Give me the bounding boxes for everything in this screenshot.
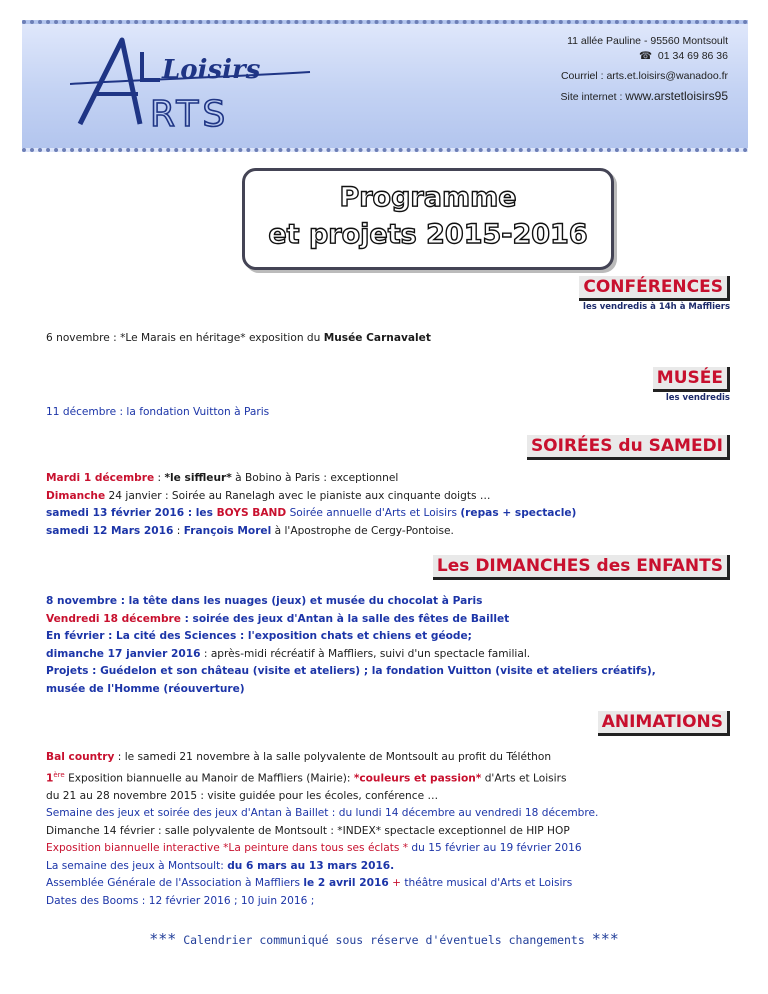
contact-block (561, 34, 729, 105)
address: 11 allée Pauline - 95560 Montsoult (567, 35, 728, 47)
conferences-subheading: les vendredis à 14h à Maffliers (583, 302, 730, 312)
footer-note: *** Calendrier communiqué sous réserve d'éventuels changements *** (149, 930, 619, 948)
svg-text:Loisirs: Loisirs (162, 55, 261, 85)
animations-heading: ANIMATIONS (598, 711, 730, 736)
website-line[interactable]: Site internet : www.arstetloisirs95 (560, 89, 728, 103)
musee-item: 11 décembre : la fondation Vuitton à Paris (46, 406, 270, 418)
animation-item-1: Bal country : le samedi 21 novembre à la salle polyvalente de Montsoult au profit du Téléthon (46, 751, 552, 763)
enfants-list (46, 593, 656, 698)
conferences-heading: CONFÉRENCES (579, 276, 730, 301)
enfants-item-6: musée de l'Homme (réouverture) (46, 682, 245, 695)
animation-item-4: Semaine des jeux et soirée des jeux d'Antan à Baillet : du lundi 14 décembre au vendredi 18 décembre. (46, 807, 599, 820)
soirees-heading: SOIRÉES du SAMEDI (527, 435, 730, 460)
animation-item-2: 1ère Exposition biannuelle au Manoir de Maffliers (Mairie): *couleurs et passion* d'Arts et Loisirs (46, 770, 567, 785)
enfants-item-4: dimanche 17 janvier 2016 : après-midi récréatif à Maffliers, suivi d'un spectacle familial. (46, 647, 531, 660)
telephone-icon: ☎ (638, 50, 653, 62)
animation-item-3: du 21 au 28 novembre 2015 : visite guidée pour les écoles, conférence … (46, 789, 439, 802)
soiree-item-3: samedi 13 février 2016 : les BOYS BAND Soirée annuelle d'Arts et Loisirs (repas + spectacle) (46, 507, 577, 519)
animation-item-8: Assemblée Générale de l'Association à Maffliers le 2 avril 2016 + théâtre musical d'Arts et Loisirs (46, 877, 573, 890)
enfants-item-2: Vendredi 18 décembre : soirée des jeux d'Antan à la salle des fêtes de Baillet (46, 612, 510, 625)
title-line-1: Programme (339, 182, 517, 213)
email-line[interactable]: Courriel : arts.et.loisirs@wanadoo.fr (560, 70, 728, 82)
musee-subheading: les vendredis (665, 393, 730, 403)
stars-right: *** (591, 930, 619, 948)
soiree-item-2: Dimanche 24 janvier : Soirée au Ranelagh avec le pianiste aux cinquante doigts … (46, 489, 491, 502)
soiree-item-1: Mardi 1 décembre : *le siffleur* à Bobino à Paris : exceptionnel (46, 472, 399, 484)
stars-left: *** (149, 930, 177, 948)
enfants-heading: Les DIMANCHES des ENFANTS (433, 555, 730, 580)
title-box (242, 168, 614, 270)
musee-heading: MUSÉE (653, 367, 730, 392)
animation-item-9: Dates des Booms : 12 février 2016 ; 10 juin 2016 ; (46, 894, 315, 907)
enfants-item-5: Projets : Guédelon et son château (visite et ateliers) ; la fondation Vuitton (visite et ateliers créatifs), (46, 665, 656, 677)
animation-item-7: La semaine des jeux à Montsoult: du 6 mars au 13 mars 2016. (46, 859, 395, 872)
soirees-list (46, 470, 576, 540)
soiree-item-4: samedi 12 Mars 2016 : François Morel à l'Apostrophe de Cergy-Pontoise. (46, 524, 454, 537)
enfants-item-1: 8 novembre : la tête dans les nuages (jeux) et musée du chocolat à Paris (46, 595, 483, 607)
enfants-item-3: En février : La cité des Sciences : l'exposition chats et chiens et géode; (46, 630, 472, 642)
conferences-item: 6 novembre : *Le Marais en héritage* exposition du Musée Carnavalet (46, 332, 431, 344)
svg-text:RTS: RTS (150, 94, 230, 132)
animation-item-5: Dimanche 14 février : salle polyvalente de Montsoult : *INDEX* spectacle exceptionnel de HIP HOP (46, 824, 570, 837)
animation-item-6: Exposition biannuelle interactive *La peinture dans tous ses éclats * du 15 février au 19 février 2016 (46, 842, 582, 855)
arts-loisirs-logo (70, 32, 320, 132)
animations-list (46, 749, 598, 910)
phone-line: ☎ 01 34 69 86 36 (638, 50, 728, 62)
title-line-2: et projets 2015-2016 (268, 219, 588, 250)
